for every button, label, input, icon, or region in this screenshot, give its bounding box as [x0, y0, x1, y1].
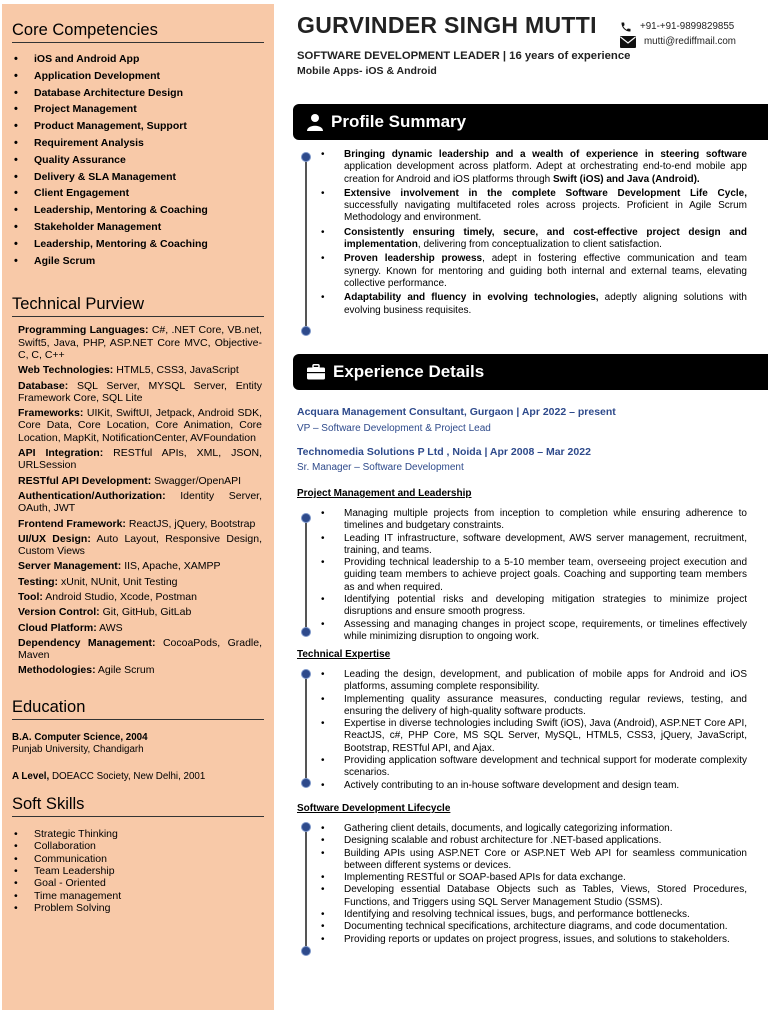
tech-label: Methodologies: — [18, 664, 96, 677]
list-item: • Gathering client details, documents, and logically categorizing information. — [321, 823, 747, 835]
tech-value: IIS, Apache, XAMPP — [121, 560, 221, 573]
list-item: • Implementing quality assurance measures, conducting regular reviews, testing, and ensuring the delivery of high-quality software products. — [321, 694, 747, 719]
list-item: • iOS and Android App — [12, 51, 266, 68]
tech-label: UI/UX Design: — [18, 532, 91, 545]
list-item: • Designing scalable and robust architecture for .NET-based applications. — [321, 835, 747, 847]
list-item: • Stakeholder Management — [12, 219, 266, 236]
list-item: • Client Engagement — [12, 185, 266, 202]
timeline-line — [305, 827, 307, 952]
tech-value: C#, .NET Core, VB.net, Swift5, Java, PHP, ASP.NET Core MVC, Objective-C, C, C++ — [18, 324, 262, 361]
tech-item — [18, 637, 262, 662]
list-item: • Team Leadership — [12, 865, 266, 877]
core-competencies-heading: Core Competencies — [12, 21, 264, 43]
tech-item — [18, 622, 262, 634]
tech-label: Version Control: — [18, 606, 100, 619]
tech-label: Cloud Platform: — [18, 621, 97, 634]
list-item: • Product Management, Support — [12, 118, 266, 135]
timeline-dot — [301, 778, 311, 788]
education-school: Punjab University, Chandigarh — [12, 743, 144, 755]
tech-label: API Integration: — [18, 447, 104, 460]
email-address[interactable]: mutti@rediffmail.com — [644, 36, 736, 47]
tech-item — [18, 490, 262, 515]
list-item: • Goal - Oriented — [12, 877, 266, 889]
profile-summary-list — [321, 149, 747, 319]
tech-item — [18, 518, 262, 530]
role-tagline: Mobile Apps- iOS & Android — [297, 65, 437, 77]
technical-purview-heading: Technical Purview — [12, 295, 264, 317]
phone-icon — [620, 21, 632, 33]
timeline-dot — [301, 513, 311, 523]
summary-bold: Bringing dynamic leadership and a wealth of experience in steering software — [344, 149, 747, 160]
job-company: Technomedia Solutions P Ltd , Noida | Apr 2008 – Mar 2022 — [297, 446, 591, 458]
timeline-dot — [301, 822, 311, 832]
timeline-dot — [301, 326, 311, 336]
timeline-dot — [301, 946, 311, 956]
tech-label: Programming Languages: — [18, 324, 149, 337]
list-item: • Providing technical leadership to a 5-10 member team, overseeing project execution and guiding team members to achieve project goals. Coaching and supporting team members as and when required. — [321, 557, 747, 594]
summary-item — [321, 292, 747, 317]
list-item: • Documenting technical specifications, architecture diagrams, and code documentation. — [321, 921, 747, 933]
list-item: • Identifying potential risks and developing mitigation strategies to minimize project disruptions and ensure smooth progress. — [321, 594, 747, 619]
list-item: • Expertise in diverse technologies including Swift (iOS), Java (Android), ASP.NET Core API, ReactJS, c#, PHP Core, MS SQL Server, MySQL, HTML5, CSS3, jQuery, JavaScript, Bootstrap, RESTful API, and Ajax. — [321, 718, 747, 755]
tech-label: Server Management: — [18, 560, 122, 573]
summary-bold: Consistently ensuring timely, secure, and cost-effective project design and implementation — [344, 226, 747, 251]
summary-item — [321, 253, 747, 290]
list-item: • Providing application software development and technical support for moderate complexity scenarios. — [321, 755, 747, 780]
profile-summary-bar — [293, 104, 768, 140]
list-item: • Building APIs using ASP.NET Core or ASP.NET Web API for seamless communication between different systems or devices. — [321, 848, 747, 873]
pm-list — [321, 508, 747, 643]
tech-item — [18, 576, 262, 588]
pm-heading: Project Management and Leadership — [297, 488, 472, 499]
candidate-name: GURVINDER SINGH MUTTI — [297, 12, 597, 38]
list-item: • Collaboration — [12, 840, 266, 852]
experience-details-title: Experience Details — [333, 362, 485, 381]
list-item: • Quality Assurance — [12, 152, 266, 169]
tech-value: CocoaPods, Gradle, Maven — [18, 636, 262, 662]
summary-bold: Proven leadership prowess — [344, 253, 483, 265]
soft-skills-heading: Soft Skills — [12, 795, 264, 817]
timeline-line — [305, 518, 307, 633]
experience-details-bar — [293, 354, 768, 390]
list-item: • Database Architecture Design — [12, 85, 266, 102]
alevel-value: DOEACC Society, New Delhi, 2001 — [49, 770, 206, 782]
list-item: • Application Development — [12, 68, 266, 85]
alevel-label: A Level, — [12, 770, 50, 782]
soft-skills-list — [12, 828, 266, 915]
tech-value: SQL Server, MYSQL Server, Entity Framework Core, SQL Lite — [18, 379, 262, 404]
technical-purview-list — [12, 324, 266, 676]
list-item: • Assessing and managing changes in project scope, requirements, or timelines effectively while minimizing disruption to ongoing work. — [321, 619, 747, 644]
tech-item — [18, 606, 262, 618]
tech-label: Dependency Management: — [18, 636, 156, 649]
phone-number: +91-+91-9899829855 — [640, 21, 735, 32]
tech-label: Web Technologies: — [18, 364, 114, 377]
list-item: • Leading IT infrastructure, software development, AWS server management, recruitment, training, and teams. — [321, 533, 747, 558]
role-line — [297, 50, 630, 62]
list-item: • Implementing RESTful or SOAP-based APIs for data exchange. — [321, 872, 747, 884]
list-item: • Managing multiple projects from inception to completion while ensuring adherence to timelines and budgetary constraints. — [321, 508, 747, 533]
tech-label: Frontend Framework: — [18, 517, 126, 530]
tech-item — [18, 533, 262, 558]
tech-value: RESTful APIs, XML, JSON, URLSession — [18, 447, 263, 472]
summary-bold: Extensive involvement in the complete Software Development Life Cycle, — [344, 187, 747, 199]
list-item: • Problem Solving — [12, 902, 266, 914]
technical-expertise-heading: Technical Expertise — [297, 649, 391, 660]
list-item: • Communication — [12, 853, 266, 865]
summary-item — [321, 149, 747, 186]
list-item: • Providing reports or updates on project progress, issues, and solutions to stakeholders. — [321, 934, 747, 946]
tech-value: ReactJS, jQuery, Bootstrap — [125, 517, 256, 530]
summary-text: successfully navigating multifaceted roles across projects. Proficient in Agile Scrum Methodology and environment. — [344, 200, 747, 224]
tech-item — [18, 407, 262, 444]
email-row — [620, 34, 736, 49]
list-item: • Requirement Analysis — [12, 135, 266, 152]
tech-value: Auto Layout, Responsive Design, Custom Views — [18, 532, 262, 558]
briefcase-icon — [307, 364, 325, 380]
tech-value: Swagger/OpenAPI — [151, 474, 242, 487]
education-heading: Education — [12, 698, 264, 720]
tech-item — [18, 591, 262, 603]
education-degree: B.A. Computer Science, 2004 — [12, 731, 148, 743]
tech-item — [18, 560, 262, 572]
list-item: • Time management — [12, 890, 266, 902]
sdlc-list — [321, 823, 747, 946]
summary-item — [321, 188, 747, 225]
timeline-line — [305, 674, 307, 784]
role-experience: | 16 years of experience — [502, 50, 631, 62]
tech-item — [18, 664, 262, 676]
core-competencies-list — [12, 51, 266, 269]
tech-value: AWS — [96, 621, 123, 634]
phone-row — [620, 19, 736, 34]
tech-label: Database: — [18, 379, 69, 392]
summary-text: , adept in fostering effective communication and team synergy. Known for mentoring and guiding both internal and external teams, elevating collective performance. — [344, 253, 747, 289]
summary-bold: Adaptability and fluency in evolving technologies, — [344, 292, 599, 304]
tech-label: Testing: — [18, 575, 59, 588]
list-item: • Developing essential Database Objects such as Tables, Views, Stored Procedures, Functions, and Triggers using SQL Server Management Studio (SSMS). — [321, 884, 747, 909]
tech-item — [18, 364, 262, 376]
summary-bold: Swift (iOS) and Java (Android). — [553, 173, 700, 185]
education-alevel — [12, 771, 266, 782]
list-item: • Project Management — [12, 101, 266, 118]
tech-label: Authentication/Authorization: — [18, 489, 166, 502]
timeline-dot — [301, 152, 311, 162]
job-company: Acquara Management Consultant, Gurgaon | Apr 2022 – present — [297, 406, 616, 418]
list-item: • Leadership, Mentoring & Coaching — [12, 202, 266, 219]
contact-block — [620, 19, 736, 49]
job-title: VP – Software Development & Project Lead — [297, 423, 491, 434]
user-icon — [307, 113, 323, 131]
tech-item — [18, 324, 262, 361]
tech-value: Git, GitHub, GitLab — [99, 606, 192, 619]
technical-expertise-list — [321, 669, 747, 792]
tech-value: UIKit, SwiftUI, Jetpack, Android SDK, Core Data, Core Location, Core Animation, Core Location, MapKit, NotificationCenter, AVFoundation — [18, 407, 262, 444]
role-title: SOFTWARE DEVELOPMENT LEADER — [297, 50, 500, 62]
list-item: • Agile Scrum — [12, 253, 266, 270]
list-item: • Strategic Thinking — [12, 828, 266, 840]
tech-item — [18, 447, 262, 472]
tech-label: Tool: — [18, 591, 43, 603]
summary-text: application development across platform. Adept at orchestrating end-to-end mobile app creation for Android and iOS platforms through — [344, 161, 747, 185]
list-item: • Delivery & SLA Management — [12, 169, 266, 186]
tech-value: Identity Server, OAuth, JWT — [18, 489, 262, 515]
list-item: • Leading the design, development, and publication of mobile apps for Android and iOS platforms, assuming complete responsibility. — [321, 669, 747, 694]
summary-text: , delivering from conceptualization to client satisfaction. — [417, 239, 662, 251]
sdlc-heading: Software Development Lifecycle — [297, 803, 451, 814]
job-title: Sr. Manager – Software Development — [297, 462, 464, 473]
sidebar — [2, 4, 274, 1010]
summary-text: adeptly aligning solutions with evolving business requisites. — [344, 292, 747, 316]
timeline-dot — [301, 627, 311, 637]
tech-label: RESTful API Development: — [18, 474, 152, 487]
envelope-icon — [620, 36, 636, 48]
tech-item — [18, 380, 262, 405]
timeline-line — [305, 157, 307, 332]
tech-value: xUnit, NUnit, Unit Testing — [58, 575, 178, 588]
tech-item — [18, 475, 262, 487]
list-item: • Identifying and resolving technical issues, bugs, and performance bottlenecks. — [321, 909, 747, 921]
profile-summary-title: Profile Summary — [331, 112, 467, 131]
list-item: • Actively contributing to an in-house software development and design team. — [321, 780, 747, 792]
tech-value: HTML5, CSS3, JavaScript — [113, 364, 239, 377]
tech-value: Agile Scrum — [95, 664, 155, 677]
summary-item — [321, 227, 747, 252]
timeline-dot — [301, 669, 311, 679]
tech-value: Android Studio, Xcode, Postman — [42, 591, 197, 603]
tech-label: Frameworks: — [18, 407, 84, 420]
list-item: • Leadership, Mentoring & Coaching — [12, 236, 266, 253]
